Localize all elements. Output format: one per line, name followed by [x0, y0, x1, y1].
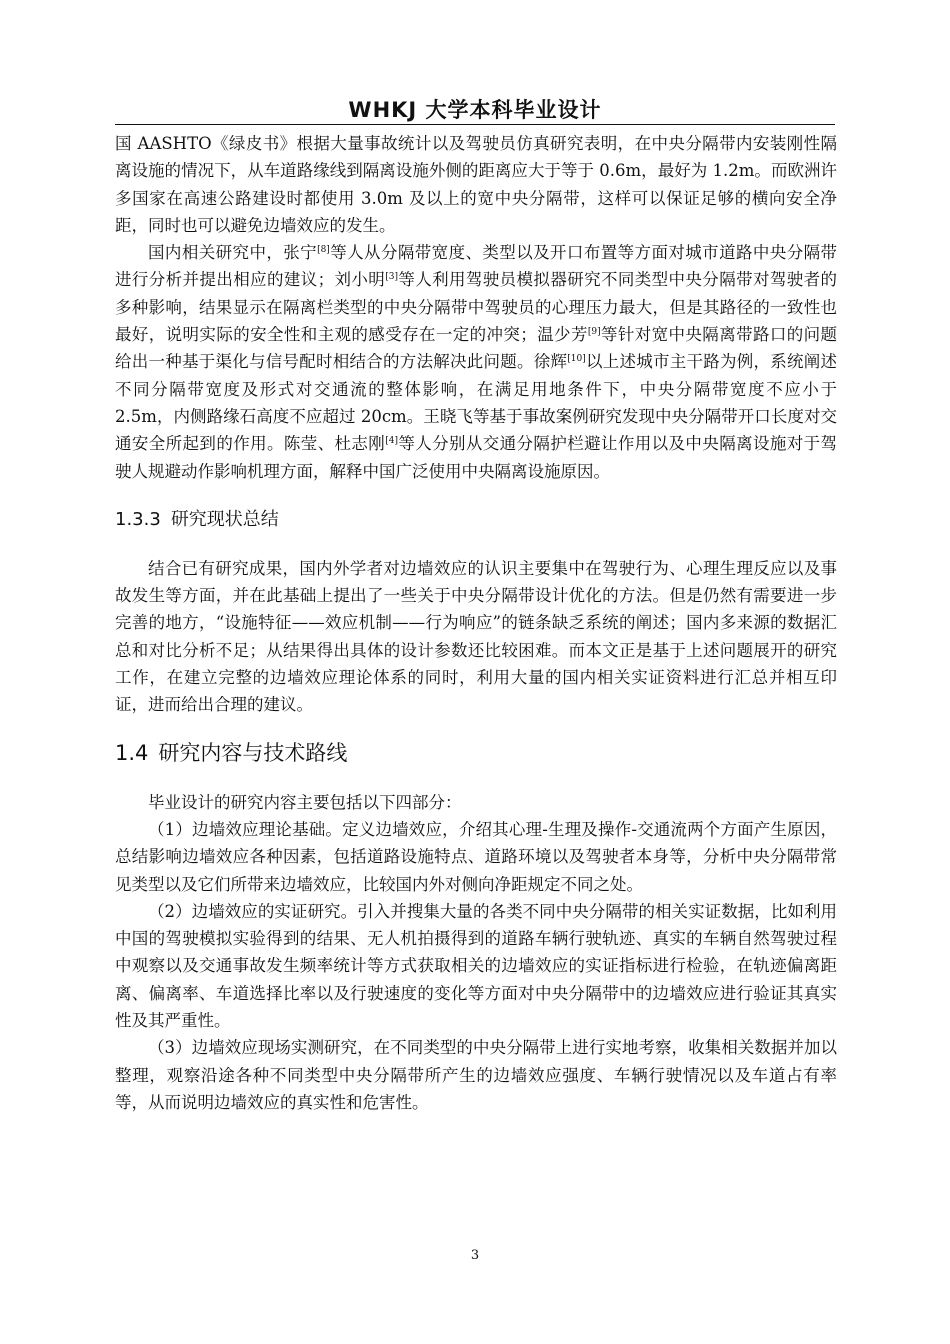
- citation: [4]: [385, 436, 398, 447]
- citation: [8]: [317, 245, 330, 256]
- list-item: （3）边墙效应现场实测研究，在不同类型的中央分隔带上进行实地考察，收集相关数据并加以整理，观察沿途各种不同类型中央分隔带所产生的边墙效应强度、车辆行驶情况以及车道占有率等，从而说明边墙效应的真实性和危害性。: [115, 1038, 837, 1112]
- text-run: 等针对宽中央隔离带路口的问题给出一种基于渠化与信号配时相结合的方法解决此问题。徐辉: [115, 325, 838, 372]
- section-number: 1.4: [115, 740, 149, 765]
- section-heading-1-3-3: [115, 507, 837, 555]
- citation: [10]: [567, 354, 586, 365]
- paragraph-aashto: 国 AASHTO《绿皮书》根据大量事故统计以及驾驶员仿真研究表明，在中央分隔带内安装刚性隔离设施的情况下，从车道路缘线到隔离设施外侧的距离应大于等于 0.6m，最好为 1.2m。而欧洲许多国家在高速公路建设时都使用 3.0m 及以上的宽中央分隔带，这样可以保证足够的横向安全净距，同时也可以避免边墙效应的发生。: [115, 134, 837, 235]
- text-run: 等人分别从交通分隔护栏避让作用以及中央隔离设施对于驾驶人规避动作影响机理方面，解释中国广泛使用中央隔离设施原因。: [115, 434, 838, 481]
- text-run: 国内相关研究中，张宁: [148, 243, 318, 263]
- page-number: 3: [470, 1248, 480, 1263]
- list-item: （2）边墙效应的实证研究。引入并搜集大量的各类不同中央分隔带的相关实证数据，比如利用中国的驾驶模拟实验得到的结果、无人机拍摄得到的道路车辆行驶轨迹、真实的车辆自然驾驶过程中观察以及交通事故发生频率统计等方式获取相关的边墙效应的实证指标进行检验，在轨迹偏离距离、偏离率、车道选择比率以及行驶速度的变化等方面对中央分隔带中的边墙效应进行验证其真实性及其严重性。: [115, 901, 837, 1031]
- section-title: 研究内容与技术路线: [158, 740, 348, 765]
- citation: [3]: [385, 272, 398, 283]
- text-run: 以上述城市主干路为例，系统阐述不同分隔带宽度及形式对交通流的整体影响，在满足用地条件下，中央分隔带宽度不应小于 2.5m，内侧路缘石高度不应超过 20cm。王晓飞等基于事故案例研究发现中央分隔带开口长度对交通安全所起到的作用。陈莹、杜志刚: [115, 352, 838, 454]
- section-title: 研究现状总结: [170, 508, 279, 530]
- running-header: WHKJ 大学本科毕业设计: [348, 98, 602, 122]
- section-heading-1-4: [115, 739, 837, 789]
- list-item: （1）边墙效应理论基础。定义边墙效应，介绍其心理-生理及操作-交通流两个方面产生原因，总结影响边墙效应各种因素，包括道路设施特点、道路环境以及驾驶者本身等，分析中央分隔带常见类型以及它们所带来边墙效应，比较国内外对侧向净距规定不同之处。: [115, 819, 837, 894]
- header-rule: [115, 124, 835, 125]
- citation: [9]: [587, 327, 601, 338]
- text-run: 等人利用驾驶员模拟器研究不同类型中央分隔带对驾驶者的多种影响，结果显示在隔离栏类型的中央分隔带中驾驶员的心理压力最大，但是其路径的一致性也最好，说明实际的安全性和主观的感受存在一定的冲突；温少芳: [115, 270, 838, 345]
- text-run: 等人从分隔带宽度、类型以及开口布置等方面对城市道路中央分隔带进行分析并提出相应的建议；刘小明: [115, 243, 837, 290]
- section-number: 1.3.3: [115, 508, 161, 530]
- paragraph-summary: 结合已有研究成果，国内外学者对边墙效应的认识主要集中在驾驶行为、心理生理反应以及事故发生等方面，并在此基础上提出了一些关于中央分隔带设计优化的方法。但是仍然有需要进一步完善的地方，“设施特征——效应机制——行为响应”的链条缺乏系统的阐述；国内多来源的数据汇总和对比分析不足；从结果得出具体的设计参数还比较困难。而本文正是基于上述问题展开的研究工作，在建立完整的边墙效应理论体系的同时，利用大量的国内相关实证资料进行汇总并相互印证，进而给出合理的建议。: [115, 558, 837, 715]
- paragraph-domestic-research: [115, 239, 837, 485]
- paragraph-intro: 毕业设计的研究内容主要包括以下四部分：: [148, 792, 462, 812]
- page-body: [115, 130, 837, 1116]
